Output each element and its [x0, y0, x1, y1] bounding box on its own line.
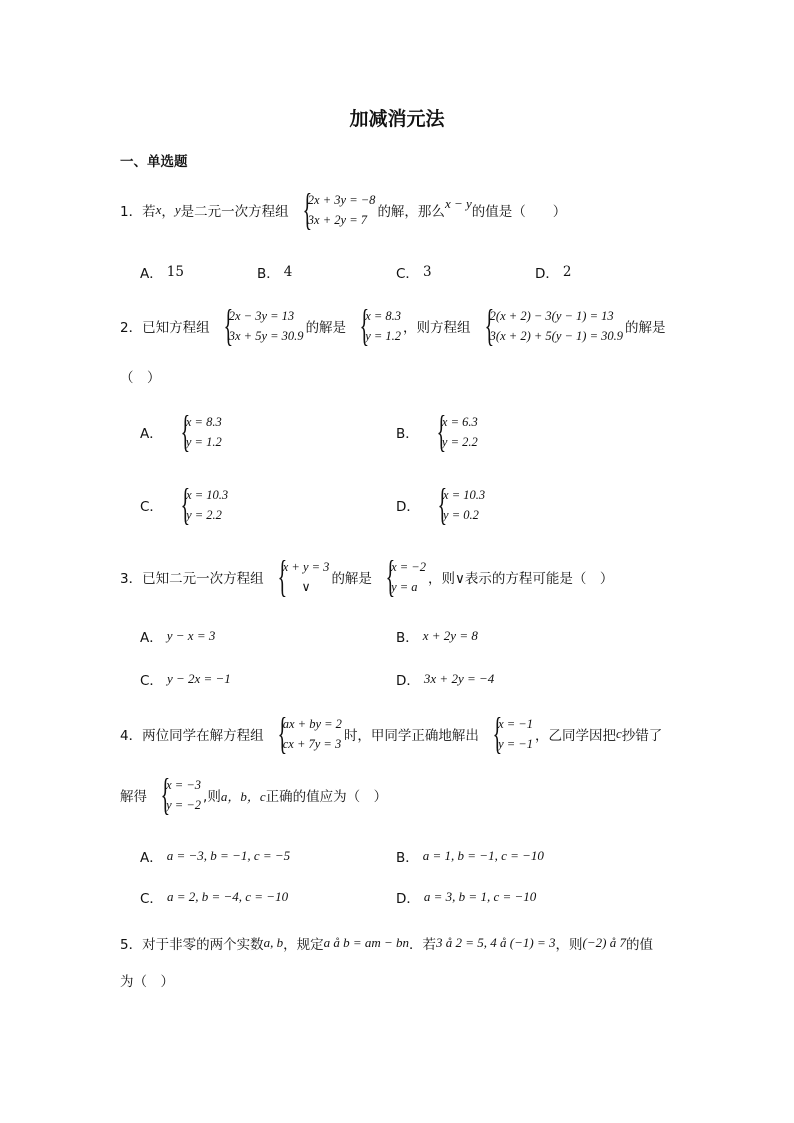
q4-mid2: ，乙同学因把 [534, 728, 616, 744]
option-x: x = 8.3 [185, 415, 222, 429]
option-label: A． [140, 266, 163, 282]
q2-f2: 3(x + 2) + 5(y − 1) = 30.9 [489, 329, 624, 343]
q4-l2-prefix: 解得 [120, 789, 147, 805]
brace-icon: { [277, 709, 287, 758]
q2-paren: （ ） [120, 370, 161, 386]
q2-mid2: ，则方程组 [403, 320, 471, 336]
option-label: C． [396, 266, 419, 282]
page-title: 加减消元法 [349, 108, 445, 130]
q2-post: 的解是 [625, 320, 666, 336]
q4-vars: a，b，c [220, 788, 266, 804]
q2-f1: 2(x + 2) − 3(y − 1) = 13 [489, 309, 614, 323]
question-4-line2 [120, 770, 388, 819]
option-value: x + 2y = 8 [422, 628, 478, 643]
option-x: x = 10.3 [443, 488, 486, 502]
option-label: B． [396, 850, 419, 866]
option-value: 2 [562, 264, 572, 280]
q3-eq2: ∨ [301, 580, 311, 594]
q5-mid1: ，规定 [283, 937, 324, 953]
q5-post: 的值 [625, 937, 653, 953]
brace-icon: { [302, 185, 312, 234]
brace-icon: { [436, 407, 446, 456]
q3-option-a[interactable] [140, 626, 215, 646]
q2-mid1: 的解是 [305, 320, 347, 336]
q4-mid: 时，甲同学正确地解出 [343, 728, 479, 744]
q4-wrong-y: y = −2 [166, 798, 202, 812]
option-value: y − 2x = −1 [166, 671, 231, 686]
question-1 [120, 185, 567, 234]
q4-option-b[interactable] [396, 846, 544, 866]
option-value: y − x = 3 [166, 628, 216, 643]
q4-prefix: 4．两位同学在解方程组 [120, 728, 264, 744]
brace-icon: { [160, 770, 171, 819]
q3-option-b[interactable] [396, 626, 478, 646]
q3-option-d[interactable] [396, 669, 494, 689]
brace-icon: { [484, 301, 494, 350]
q1-var-y: y [174, 202, 181, 217]
option-label: A． [140, 630, 163, 646]
q4-option-c[interactable] [140, 887, 288, 907]
question-5-line2 [120, 970, 174, 990]
q3-sol-y: y = a [391, 580, 418, 594]
q2-paren-line [120, 366, 161, 386]
option-y: y = 0.2 [443, 508, 479, 522]
q5-prefix: 5．对于非零的两个实数 [120, 937, 264, 953]
q1-eq2: 3x + 2y = 7 [307, 213, 367, 227]
brace-icon: { [180, 480, 191, 529]
q2-sol-x: x = 8.3 [365, 309, 402, 323]
q5-ab: a, b [263, 935, 284, 950]
q2-option-b[interactable] [396, 407, 480, 456]
q4-solution [481, 709, 533, 758]
question-4 [120, 709, 663, 758]
q2-equation-system [212, 301, 304, 350]
section-heading: 一、单选题 [120, 154, 188, 170]
q1-eq1: 2x + 3y = −8 [307, 193, 376, 207]
option-label: C． [140, 891, 163, 907]
option-x: x = 6.3 [441, 415, 478, 429]
q2-option-c[interactable] [140, 480, 230, 529]
q1-equation-system [291, 185, 376, 234]
option-label: B． [396, 426, 419, 442]
option-value: a = −3, b = −1, c = −5 [166, 848, 291, 863]
q1-post2: 的值是（ ） [471, 204, 567, 220]
brace-icon: { [180, 407, 190, 456]
q5-mid3: ，则 [555, 937, 583, 953]
q4-post: 抄错了 [621, 728, 663, 744]
option-x: x = 10.3 [186, 488, 229, 502]
question-5 [120, 933, 653, 953]
q2-eq1: 2x − 3y = 13 [228, 309, 295, 323]
q2-option-a[interactable] [140, 407, 224, 456]
q3-sol-x: x = −2 [391, 560, 426, 574]
q4-sol-x: x = −1 [498, 717, 533, 731]
q2-sol-y: y = 1.2 [365, 329, 402, 343]
question-2 [120, 301, 666, 350]
q4-option-a[interactable] [140, 846, 290, 866]
q1-prefix: 1．若 [120, 204, 156, 220]
q4-wrong-solution [149, 770, 202, 819]
option-label: D． [535, 266, 559, 282]
q3-post: ，则∨表示的方程可能是（ ） [427, 571, 614, 587]
q1-expr: x − y [444, 196, 472, 211]
option-value: 4 [283, 264, 293, 280]
q2-eq2: 3x + 5y = 30.9 [228, 329, 304, 343]
q4-eq1: ax + by = 2 [282, 717, 342, 731]
option-value: a = 2, b = −4, c = −10 [166, 889, 289, 904]
option-label: D． [396, 673, 420, 689]
option-label: C． [140, 499, 163, 515]
option-y: y = 2.2 [441, 435, 478, 449]
option-label: A． [140, 426, 163, 442]
q5-condition: 3 å 2 = 5, 4 å (−1) = 3 [436, 935, 556, 950]
q3-solution [374, 552, 426, 601]
q5-line2: 为（ ） [120, 974, 174, 990]
option-label: B． [257, 266, 280, 282]
q1-var-x: x [155, 202, 162, 217]
q1-post1: 的解，那么 [377, 204, 445, 220]
q5-mid2: ．若 [409, 937, 437, 953]
q4-sol-y: y = −1 [498, 737, 533, 751]
q4-eq2: cx + 7y = 3 [282, 737, 342, 751]
q3-equation-system [266, 552, 330, 601]
q3-eq1: x + y = 3 [282, 560, 330, 574]
option-value: 15 [166, 264, 184, 280]
q4-equation-system [266, 709, 342, 758]
option-value: 3x + 2y = −4 [423, 671, 495, 686]
q4-var-c: c [615, 726, 622, 741]
option-label: C． [140, 673, 163, 689]
option-y: y = 1.2 [185, 435, 222, 449]
brace-icon: { [359, 301, 370, 350]
q1-option-d[interactable] [535, 262, 572, 282]
option-label: A． [140, 850, 163, 866]
option-value: a = 3, b = 1, c = −10 [423, 889, 537, 904]
brace-icon: { [223, 301, 233, 350]
brace-icon: { [385, 552, 396, 601]
q1-option-c[interactable] [396, 262, 432, 282]
option-value: 3 [422, 264, 432, 280]
q3-option-c[interactable] [140, 669, 231, 689]
q5-ask: (−2) å 7 [582, 935, 626, 950]
q2-equation-system-2 [473, 301, 624, 350]
q3-prefix: 3．已知二元一次方程组 [120, 571, 264, 587]
q4-l2-post: 正确的值应为（ ） [265, 789, 388, 805]
option-label: D． [396, 499, 420, 515]
brace-icon: { [437, 480, 448, 529]
q1-mid: 是二元一次方程组 [180, 204, 289, 220]
q3-mid: 的解是 [331, 571, 372, 587]
q1-sep: ， [161, 204, 175, 220]
q2-solution [348, 301, 402, 350]
option-value: a = 1, b = −1, c = −10 [422, 848, 544, 863]
q4-wrong-x: x = −3 [166, 778, 202, 792]
option-label: B． [396, 630, 419, 646]
brace-icon: { [277, 552, 287, 601]
question-3 [120, 552, 614, 601]
option-y: y = 2.2 [186, 508, 222, 522]
q2-prefix: 2．已知方程组 [120, 320, 210, 336]
option-label: D． [396, 891, 420, 907]
q1-option-a[interactable] [140, 262, 184, 282]
q4-l2-mid: ,则 [203, 789, 221, 805]
brace-icon: { [492, 709, 503, 758]
q5-definition: a å b = am − bn [323, 935, 410, 950]
q2-option-d[interactable] [396, 480, 487, 529]
q4-option-d[interactable] [396, 887, 536, 907]
q1-option-b[interactable] [257, 262, 292, 282]
